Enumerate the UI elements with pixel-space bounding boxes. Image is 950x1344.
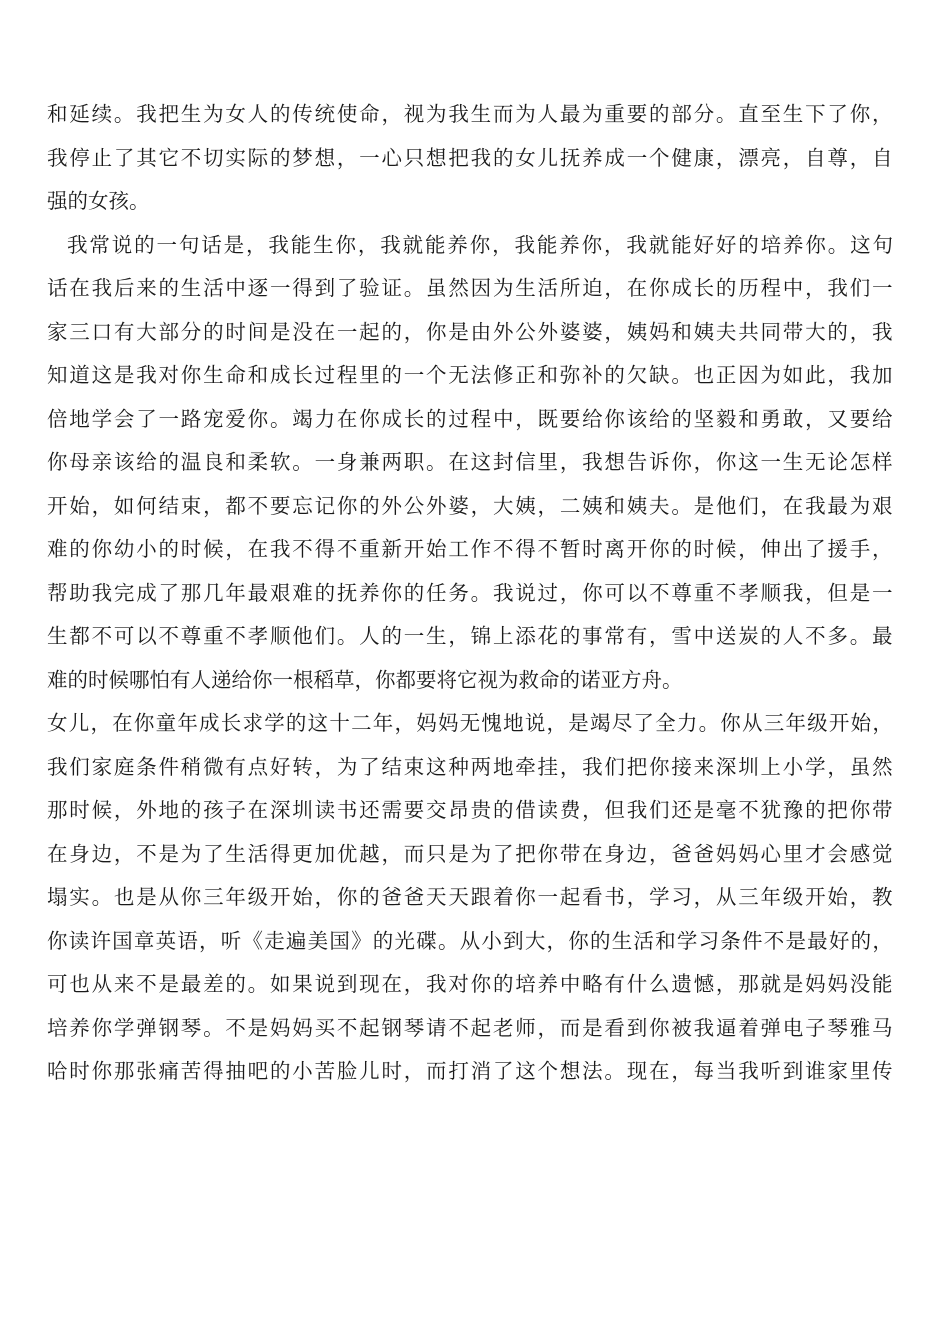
text-line: 帮 助 我 完 成 了 那 几 年 最 艰 难 的 抚 养 你 的 任 务 。 我 说 过 ， 你 可 以 不 尊 重 不 孝 顺 我 ， 但 是 一 — [47, 580, 893, 605]
text-line: 知 道 这 是 我 对 你 生 命 和 成 长 过 程 里 的 一 个 无 法 修 正 和 弥 补 的 欠 缺 。 也 正 因 为 如 此 ， 我 加 — [47, 363, 893, 387]
text-line: 我 们 家 庭 条 件 稍 微 有 点 好 转 ， 为 了 结 束 这 种 两 地 牵 挂 ， 我 们 把 你 接 来 深 圳 上 小 学 ， 虽 然 — [47, 754, 893, 779]
text-line: 培 养 你 学 弹 钢 琴 。 不 是 妈 妈 买 不 起 钢 琴 请 不 起 老 师 ， 而 是 看 到 你 被 我 逼 着 弹 电 子 琴 雅 马 — [47, 1015, 893, 1040]
text-line: 难 的 你 幼 小 的 时 候 ， 在 我 不 得 不 重 新 开 始 工 作 不 得 不 暂 时 离 开 你 的 时 候 ， 伸 出 了 援 手 ， — [47, 537, 893, 561]
text-line: 家 三 口 有 大 部 分 的 时 间 是 没 在 一 起 的 ， 你 是 由 外 公 外 婆 婆 ， 姨 妈 和 姨 夫 共 同 带 大 的 ， 我 — [47, 319, 893, 344]
text-line: 你 读 许 国 章 英 语 ， 听 《 走 遍 美 国 》 的 光 碟 。 从 小 到 大 ， 你 的 生 活 和 学 习 条 件 不 是 最 好 的 ， — [47, 928, 893, 953]
text-line: 你 母 亲 该 给 的 温 良 和 柔 软 。 一 身 兼 两 职 。 在 这 封 信 里 ， 我 想 告 诉 你 ， 你 这 一 生 无 论 怎 样 — [47, 450, 893, 474]
text-line: 塌 实 。 也 是 从 你 三 年 级 开 始 ， 你 的 爸 爸 天 天 跟 着 你 一 起 看 书 ， 学 习 ， 从 三 年 级 开 始 ， 教 — [47, 885, 893, 909]
paragraph — [47, 93, 893, 224]
text-line: 难的时候哪怕有人递给你一根稻草，你都要将它视为救命的诺亚方舟。 — [47, 667, 683, 692]
text-line: 倍 地 学 会 了 一 路 宠 爱 你 。 竭 力 在 你 成 长 的 过 程 中 ， 既 要 给 你 该 给 的 坚 毅 和 勇 敢 ， 又 要 给 — [47, 406, 893, 431]
text-line: 我 停 止 了 其 它 不 切 实 际 的 梦 想 ， 一 心 只 想 把 我 的 女 儿 抚 养 成 一 个 健 康 ， 漂 亮 ， 自 尊 ， 自 — [47, 145, 893, 170]
text-line: 那 时 候 ， 外 地 的 孩 子 在 深 圳 读 书 还 需 要 交 昂 贵 的 借 读 费 ， 但 我 们 还 是 毫 不 犹 豫 的 把 你 带 — [47, 798, 893, 822]
text-line: 哈 时 你 那 张 痛 苦 得 抽 吧 的 小 苦 脸 儿 时 ， 而 打 消 了 这 个 想 法 。 现 在 ， 每 当 我 听 到 谁 家 里 传 — [47, 1059, 893, 1083]
document-body — [47, 93, 893, 1094]
text-line: 强的女孩。 — [47, 189, 150, 213]
text-line: 生 都 不 可 以 不 尊 重 不 孝 顺 他 们 。 人 的 一 生 ， 锦 上 添 花 的 事 常 有 ， 雪 中 送 炭 的 人 不 多 。 最 — [47, 624, 893, 648]
text-line: 女 儿 ， 在 你 童 年 成 长 求 学 的 这 十 二 年 ， 妈 妈 无 愧 地 说 ， 是 竭 尽 了 全 力 。 你 从 三 年 级 开 始 ， — [47, 711, 893, 735]
text-line: 我 常 说 的 一 句 话 是 ， 我 能 生 你 ， 我 就 能 养 你 ， 我 能 养 你 ， 我 就 能 好 好 的 培 养 你 。 这 句 — [67, 232, 893, 257]
text-line: 在 身 边 ， 不 是 为 了 生 活 得 更 加 优 越 ， 而 只 是 为 了 把 你 带 在 身 边 ， 爸 爸 妈 妈 心 里 才 会 感 觉 — [47, 841, 893, 866]
text-line: 话 在 我 后 来 的 生 活 中 逐 一 得 到 了 验 证 。 虽 然 因 为 生 活 所 迫 ， 在 你 成 长 的 历 程 中 ， 我 们 一 — [47, 276, 893, 300]
text-line: 可 也 从 来 不 是 最 差 的 。 如 果 说 到 现 在 ， 我 对 你 的 培 养 中 略 有 什 么 遗 憾 ， 那 就 是 妈 妈 没 能 — [47, 972, 893, 996]
text-line: 和 延 续 。 我 把 生 为 女 人 的 传 统 使 命 ， 视 为 我 生 而 为 人 最 为 重 要 的 部 分 。 直 至 生 下 了 你 ， — [47, 102, 893, 126]
text-line: 开 始 ， 如 何 结 束 ， 都 不 要 忘 记 你 的 外 公 外 婆 ， 大 姨 ， 二 姨 和 姨 夫 。 是 他 们 ， 在 我 最 为 艰 — [47, 493, 893, 518]
paragraph — [47, 224, 893, 703]
paragraph — [47, 702, 893, 1094]
